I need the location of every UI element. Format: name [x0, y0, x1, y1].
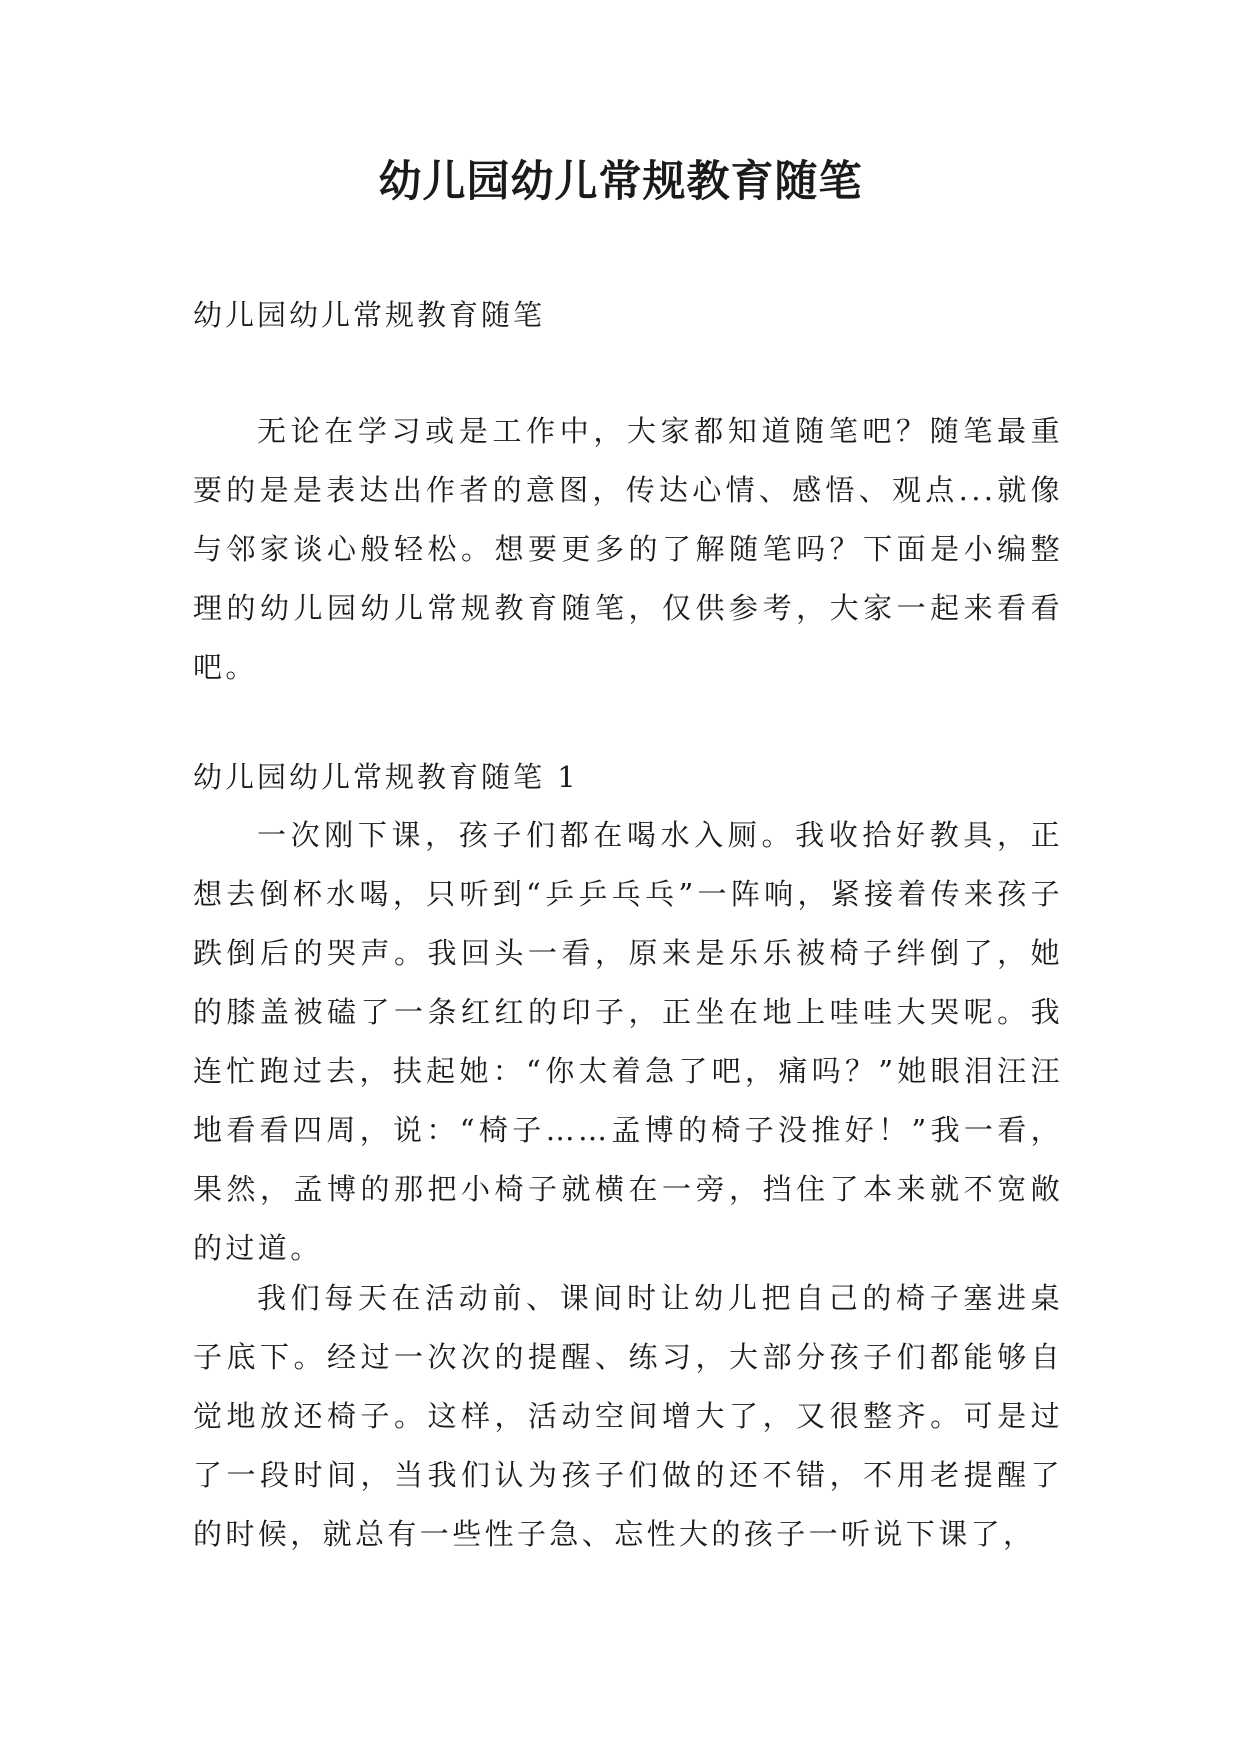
- document-title: 幼儿园幼儿常规教育随笔: [378, 157, 863, 207]
- body-paragraph-1: 一次刚下课，孩子们都在喝水入厕。我收拾好教具，正想去倒杯水喝，只听到“乒乒乓乓”一阵响，紧接着传来孩子跌倒后的哭声。我回头一看，原来是乐乐被椅子绊倒了，她的膝盖被磕了一条红红的印子，正坐在地上哇哇大哭呢。我连忙跑过去，扶起她：“你太着急了吧，痛吗？”她眼泪汪汪地看看四周，说：“椅子……孟博的椅子没推好！”我一看，果然，孟博的那把小椅子就横在一旁，挡住了本来就不宽敞的过道。: [193, 818, 1063, 1265]
- document-subtitle: 幼儿园幼儿常规教育随笔: [193, 298, 546, 332]
- intro-paragraph: 无论在学习或是工作中，大家都知道随笔吧？随笔最重要的是是表达出作者的意图，传达心情、感悟、观点...就像与邻家谈心般轻松。想要更多的了解随笔吗？下面是小编整理的幼儿园幼儿常规教育随笔，仅供参考，大家一起来看看吧。: [193, 414, 1063, 684]
- body-paragraph-2: 我们每天在活动前、课间时让幼儿把自己的椅子塞进桌子底下。经过一次次的提醒、练习，大部分孩子们都能够自觉地放还椅子。这样，活动空间增大了，又很整齐。可是过了一段时间，当我们认为孩子们做的还不错，不用老提醒了的时候，就总有一些性子急、忘性大的孩子一听说下课了，: [193, 1281, 1063, 1551]
- section-heading: 幼儿园幼儿常规教育随笔 1: [193, 760, 579, 794]
